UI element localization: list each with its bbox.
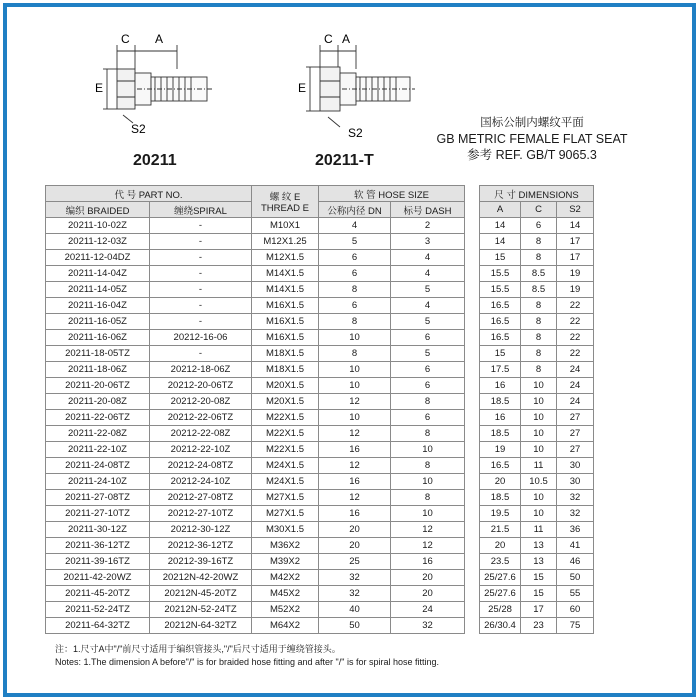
cell-dn: 32: [319, 570, 391, 586]
cell-dn: 16: [319, 442, 391, 458]
cell-c: 10: [521, 442, 557, 458]
cell-c: 23: [521, 618, 557, 634]
cell-s2: 14: [557, 218, 594, 234]
cell-spiral: 20212-18-06Z: [150, 362, 252, 378]
table-row: [46, 442, 594, 458]
table-row: [46, 410, 594, 426]
cell-dash: 5: [391, 314, 465, 330]
catalog-sheet: [7, 7, 692, 693]
cell-a: 25/27.6: [480, 570, 521, 586]
column-gap: [465, 346, 480, 362]
cell-dn: 20: [319, 522, 391, 538]
column-gap: [465, 618, 480, 634]
column-gap: [465, 298, 480, 314]
dim-label-c: C: [121, 32, 130, 46]
cell-dash: 6: [391, 362, 465, 378]
cell-dash: 4: [391, 298, 465, 314]
header-thread-cn: 螺 纹 E: [269, 192, 301, 203]
cell-thread: M20X1.5: [252, 394, 319, 410]
column-gap: [465, 186, 480, 218]
standard-title-cn: 国标公制内螺纹平面: [480, 117, 584, 129]
cell-braided: 20211-27-08TZ: [46, 490, 150, 506]
cell-a: 15.5: [480, 266, 521, 282]
spec-table: [45, 185, 594, 634]
table-row: [46, 554, 594, 570]
cell-s2: 27: [557, 442, 594, 458]
notes: [55, 643, 439, 669]
column-gap: [465, 394, 480, 410]
cell-dn: 25: [319, 554, 391, 570]
cell-c: 8: [521, 362, 557, 378]
cell-s2: 17: [557, 234, 594, 250]
cell-a: 16: [480, 378, 521, 394]
cell-thread: M24X1.5: [252, 458, 319, 474]
note-cn: 注：1.尺寸A中"/"前尺寸适用于编织管接头,"/"后尺寸适用于缠绕管接头。: [55, 644, 341, 654]
cell-braided: 20211-42-20WZ: [46, 570, 150, 586]
cell-c: 10: [521, 394, 557, 410]
table-row: [46, 266, 594, 282]
cell-braided: 20211-45-20TZ: [46, 586, 150, 602]
column-gap: [465, 426, 480, 442]
cell-s2: 27: [557, 426, 594, 442]
table-row: [46, 538, 594, 554]
table-row: [46, 618, 594, 634]
dim-label-c: C: [324, 32, 333, 46]
cell-spiral: 20212-39-16TZ: [150, 554, 252, 570]
dim-label-a: A: [342, 32, 351, 46]
cell-thread: M14X1.5: [252, 282, 319, 298]
column-gap: [465, 330, 480, 346]
cell-spiral: -: [150, 218, 252, 234]
cell-dash: 6: [391, 330, 465, 346]
cell-s2: 60: [557, 602, 594, 618]
cell-a: 25/28: [480, 602, 521, 618]
header-hose-size: 软 管 HOSE SIZE: [319, 186, 465, 202]
cell-dn: 16: [319, 506, 391, 522]
cell-s2: 22: [557, 346, 594, 362]
cell-braided: 20211-39-16TZ: [46, 554, 150, 570]
cell-braided: 20211-12-03Z: [46, 234, 150, 250]
cell-c: 8.5: [521, 282, 557, 298]
cell-thread: M18X1.5: [252, 346, 319, 362]
dim-label-a: A: [155, 32, 164, 46]
cell-spiral: 20212N-52-24TZ: [150, 602, 252, 618]
cell-braided: 20211-52-24TZ: [46, 602, 150, 618]
cell-dash: 3: [391, 234, 465, 250]
cell-s2: 24: [557, 378, 594, 394]
cell-braided: 20211-18-06Z: [46, 362, 150, 378]
cell-thread: M36X2: [252, 538, 319, 554]
cell-spiral: 20212-27-10TZ: [150, 506, 252, 522]
cell-c: 10: [521, 426, 557, 442]
cell-dn: 40: [319, 602, 391, 618]
page-frame: [3, 3, 696, 697]
column-gap: [465, 250, 480, 266]
cell-dn: 16: [319, 474, 391, 490]
table-row: [46, 314, 594, 330]
cell-dn: 8: [319, 314, 391, 330]
cell-spiral: -: [150, 250, 252, 266]
table-row: [46, 426, 594, 442]
cell-thread: M20X1.5: [252, 378, 319, 394]
cell-spiral: 20212-22-06TZ: [150, 410, 252, 426]
cell-c: 8: [521, 314, 557, 330]
cell-dn: 10: [319, 378, 391, 394]
column-gap: [465, 602, 480, 618]
cell-c: 17: [521, 602, 557, 618]
cell-c: 8: [521, 330, 557, 346]
cell-spiral: 20212N-42-20WZ: [150, 570, 252, 586]
table-row: [46, 346, 594, 362]
header-thread: [252, 186, 319, 218]
cell-c: 15: [521, 586, 557, 602]
cell-a: 20: [480, 538, 521, 554]
cell-c: 8: [521, 346, 557, 362]
spec-table-body: [46, 218, 594, 634]
cell-dash: 10: [391, 442, 465, 458]
cell-c: 13: [521, 538, 557, 554]
cell-thread: M27X1.5: [252, 490, 319, 506]
cell-c: 11: [521, 458, 557, 474]
cell-a: 15.5: [480, 282, 521, 298]
column-gap: [465, 458, 480, 474]
cell-s2: 19: [557, 266, 594, 282]
cell-dash: 20: [391, 586, 465, 602]
cell-spiral: 20212-30-12Z: [150, 522, 252, 538]
cell-thread: M24X1.5: [252, 474, 319, 490]
header-braided: 编织 BRAIDED: [46, 202, 150, 218]
cell-spiral: -: [150, 298, 252, 314]
cell-c: 10: [521, 410, 557, 426]
cell-s2: 27: [557, 410, 594, 426]
header-spiral: 缠绕SPIRAL: [150, 202, 252, 218]
cell-a: 18.5: [480, 394, 521, 410]
table-row: [46, 362, 594, 378]
cell-c: 10: [521, 378, 557, 394]
header-dash: 标号 DASH: [391, 202, 465, 218]
cell-a: 16.5: [480, 458, 521, 474]
cell-braided: 20211-22-06TZ: [46, 410, 150, 426]
cell-braided: 20211-14-04Z: [46, 266, 150, 282]
cell-braided: 20211-16-04Z: [46, 298, 150, 314]
cell-c: 10.5: [521, 474, 557, 490]
standard-ref: 参考 REF. GB/T 9065.3: [467, 148, 597, 162]
cell-a: 16.5: [480, 330, 521, 346]
cell-s2: 75: [557, 618, 594, 634]
dim-label-s2: S2: [348, 126, 363, 140]
cell-spiral: 20212-24-10Z: [150, 474, 252, 490]
dim-label-s2: S2: [131, 122, 146, 136]
cell-dash: 20: [391, 570, 465, 586]
cell-braided: 20211-10-02Z: [46, 218, 150, 234]
cell-a: 19: [480, 442, 521, 458]
cell-dash: 8: [391, 458, 465, 474]
cell-thread: M16X1.5: [252, 314, 319, 330]
cell-a: 19.5: [480, 506, 521, 522]
cell-braided: 20211-14-05Z: [46, 282, 150, 298]
table-row: [46, 378, 594, 394]
cell-thread: M22X1.5: [252, 426, 319, 442]
note-en: Notes: 1.The dimension A before"/" is for braided hose fitting and after "/" is for spiral hose fitting.: [55, 657, 439, 667]
cell-a: 16.5: [480, 298, 521, 314]
table-row: [46, 218, 594, 234]
cell-a: 18.5: [480, 426, 521, 442]
cell-a: 23.5: [480, 554, 521, 570]
header-c: C: [521, 202, 557, 218]
cell-dn: 20: [319, 538, 391, 554]
cell-thread: M12X1.25: [252, 234, 319, 250]
cell-a: 20: [480, 474, 521, 490]
cell-c: 11: [521, 522, 557, 538]
cell-braided: 20211-22-08Z: [46, 426, 150, 442]
cell-spiral: 20212N-64-32TZ: [150, 618, 252, 634]
cell-dn: 32: [319, 586, 391, 602]
cell-braided: 20211-18-05TZ: [46, 346, 150, 362]
cell-s2: 30: [557, 474, 594, 490]
column-gap: [465, 362, 480, 378]
cell-dn: 50: [319, 618, 391, 634]
cell-c: 8.5: [521, 266, 557, 282]
cell-s2: 36: [557, 522, 594, 538]
cell-braided: 20211-30-12Z: [46, 522, 150, 538]
standard-title-en: GB METRIC FEMALE FLAT SEAT: [436, 132, 628, 146]
column-gap: [465, 234, 480, 250]
cell-c: 15: [521, 570, 557, 586]
cell-spiral: 20212-20-06TZ: [150, 378, 252, 394]
table-row: [46, 458, 594, 474]
table-row: [46, 330, 594, 346]
cell-a: 21.5: [480, 522, 521, 538]
cell-thread: M18X1.5: [252, 362, 319, 378]
cell-dash: 5: [391, 346, 465, 362]
column-gap: [465, 314, 480, 330]
cell-dash: 8: [391, 394, 465, 410]
cell-braided: 20211-12-04DZ: [46, 250, 150, 266]
cell-braided: 20211-24-08TZ: [46, 458, 150, 474]
cell-braided: 20211-24-10Z: [46, 474, 150, 490]
cell-thread: M52X2: [252, 602, 319, 618]
cell-s2: 30: [557, 458, 594, 474]
cell-dash: 12: [391, 538, 465, 554]
cell-dash: 6: [391, 378, 465, 394]
cell-s2: 22: [557, 314, 594, 330]
cell-s2: 55: [557, 586, 594, 602]
cell-braided: 20211-20-06TZ: [46, 378, 150, 394]
cell-s2: 19: [557, 282, 594, 298]
cell-dash: 8: [391, 490, 465, 506]
cell-braided: 20211-16-05Z: [46, 314, 150, 330]
column-gap: [465, 282, 480, 298]
column-gap: [465, 218, 480, 234]
cell-c: 8: [521, 298, 557, 314]
table-row: [46, 586, 594, 602]
cell-dash: 10: [391, 474, 465, 490]
cell-spiral: -: [150, 346, 252, 362]
cell-s2: 41: [557, 538, 594, 554]
cell-thread: M30X1.5: [252, 522, 319, 538]
cell-dn: 10: [319, 330, 391, 346]
part-number-20211: 20211: [133, 152, 177, 169]
cell-spiral: 20212-20-08Z: [150, 394, 252, 410]
table-row: [46, 506, 594, 522]
column-gap: [465, 378, 480, 394]
column-gap: [465, 266, 480, 282]
cell-c: 13: [521, 554, 557, 570]
cell-c: 6: [521, 218, 557, 234]
cell-thread: M14X1.5: [252, 266, 319, 282]
column-gap: [465, 490, 480, 506]
table-row: [46, 250, 594, 266]
column-gap: [465, 554, 480, 570]
cell-dn: 6: [319, 266, 391, 282]
cell-thread: M27X1.5: [252, 506, 319, 522]
cell-thread: M64X2: [252, 618, 319, 634]
header-part-no: 代 号 PART NO.: [46, 186, 252, 202]
standard-block: [407, 115, 657, 163]
column-gap: [465, 442, 480, 458]
cell-c: 8: [521, 234, 557, 250]
cell-dn: 12: [319, 426, 391, 442]
table-row: [46, 474, 594, 490]
cell-dn: 10: [319, 410, 391, 426]
cell-a: 16: [480, 410, 521, 426]
header-a: A: [480, 202, 521, 218]
cell-dn: 4: [319, 218, 391, 234]
table-row: [46, 298, 594, 314]
cell-dash: 32: [391, 618, 465, 634]
column-gap: [465, 410, 480, 426]
cell-a: 14: [480, 234, 521, 250]
cell-dash: 2: [391, 218, 465, 234]
header-thread-en: THREAD E: [260, 203, 310, 214]
column-gap: [465, 474, 480, 490]
cell-c: 10: [521, 506, 557, 522]
cell-braided: 20211-27-10TZ: [46, 506, 150, 522]
cell-thread: M10X1: [252, 218, 319, 234]
fitting-drawing-20211: [87, 29, 217, 144]
cell-spiral: 20212-24-08TZ: [150, 458, 252, 474]
cell-thread: M12X1.5: [252, 250, 319, 266]
cell-braided: 20211-16-06Z: [46, 330, 150, 346]
dim-label-e: E: [298, 81, 307, 95]
cell-a: 15: [480, 250, 521, 266]
fitting-drawing-20211-t: [290, 29, 420, 144]
header-dimensions: 尺 寸 DIMENSIONS: [480, 186, 594, 202]
table-row: [46, 602, 594, 618]
cell-s2: 24: [557, 362, 594, 378]
cell-a: 25/27.6: [480, 586, 521, 602]
cell-spiral: -: [150, 314, 252, 330]
cell-spiral: -: [150, 266, 252, 282]
cell-dash: 16: [391, 554, 465, 570]
column-gap: [465, 522, 480, 538]
cell-a: 18.5: [480, 490, 521, 506]
cell-s2: 24: [557, 394, 594, 410]
cell-thread: M22X1.5: [252, 410, 319, 426]
cell-spiral: 20212-27-08TZ: [150, 490, 252, 506]
table-row: [46, 490, 594, 506]
cell-dash: 10: [391, 506, 465, 522]
cell-thread: M22X1.5: [252, 442, 319, 458]
cell-dn: 12: [319, 490, 391, 506]
column-gap: [465, 586, 480, 602]
cell-s2: 22: [557, 330, 594, 346]
cell-thread: M16X1.5: [252, 298, 319, 314]
cell-a: 15: [480, 346, 521, 362]
table-row: [46, 282, 594, 298]
cell-thread: M39X2: [252, 554, 319, 570]
cell-dash: 6: [391, 410, 465, 426]
cell-s2: 32: [557, 506, 594, 522]
cell-dash: 4: [391, 250, 465, 266]
header-s2: S2: [557, 202, 594, 218]
cell-c: 8: [521, 250, 557, 266]
cell-s2: 50: [557, 570, 594, 586]
cell-dn: 12: [319, 394, 391, 410]
cell-braided: 20211-64-32TZ: [46, 618, 150, 634]
cell-thread: M42X2: [252, 570, 319, 586]
cell-spiral: 20212-22-08Z: [150, 426, 252, 442]
cell-dn: 8: [319, 346, 391, 362]
cell-a: 26/30.4: [480, 618, 521, 634]
cell-s2: 22: [557, 298, 594, 314]
dim-label-e: E: [95, 81, 104, 95]
cell-a: 16.5: [480, 314, 521, 330]
cell-dash: 4: [391, 266, 465, 282]
header-dn: 公称内径 DN: [319, 202, 391, 218]
cell-dash: 24: [391, 602, 465, 618]
part-number-20211-t: 20211-T: [315, 152, 374, 169]
cell-dn: 8: [319, 282, 391, 298]
cell-a: 17.5: [480, 362, 521, 378]
cell-spiral: -: [150, 234, 252, 250]
cell-dn: 10: [319, 362, 391, 378]
cell-dn: 6: [319, 250, 391, 266]
cell-spiral: -: [150, 282, 252, 298]
table-row: [46, 522, 594, 538]
cell-dash: 12: [391, 522, 465, 538]
cell-dash: 5: [391, 282, 465, 298]
cell-braided: 20211-22-10Z: [46, 442, 150, 458]
cell-spiral: 20212N-45-20TZ: [150, 586, 252, 602]
cell-spiral: 20212-16-06: [150, 330, 252, 346]
cell-thread: M45X2: [252, 586, 319, 602]
cell-spiral: 20212-22-10Z: [150, 442, 252, 458]
cell-s2: 46: [557, 554, 594, 570]
cell-braided: 20211-36-12TZ: [46, 538, 150, 554]
cell-a: 14: [480, 218, 521, 234]
column-gap: [465, 506, 480, 522]
cell-braided: 20211-20-08Z: [46, 394, 150, 410]
cell-s2: 32: [557, 490, 594, 506]
cell-thread: M16X1.5: [252, 330, 319, 346]
cell-c: 10: [521, 490, 557, 506]
table-row: [46, 394, 594, 410]
cell-spiral: 20212-36-12TZ: [150, 538, 252, 554]
column-gap: [465, 538, 480, 554]
cell-s2: 17: [557, 250, 594, 266]
table-row: [46, 234, 594, 250]
cell-dn: 6: [319, 298, 391, 314]
cell-dn: 12: [319, 458, 391, 474]
cell-dash: 8: [391, 426, 465, 442]
cell-dn: 5: [319, 234, 391, 250]
table-row: [46, 570, 594, 586]
column-gap: [465, 570, 480, 586]
